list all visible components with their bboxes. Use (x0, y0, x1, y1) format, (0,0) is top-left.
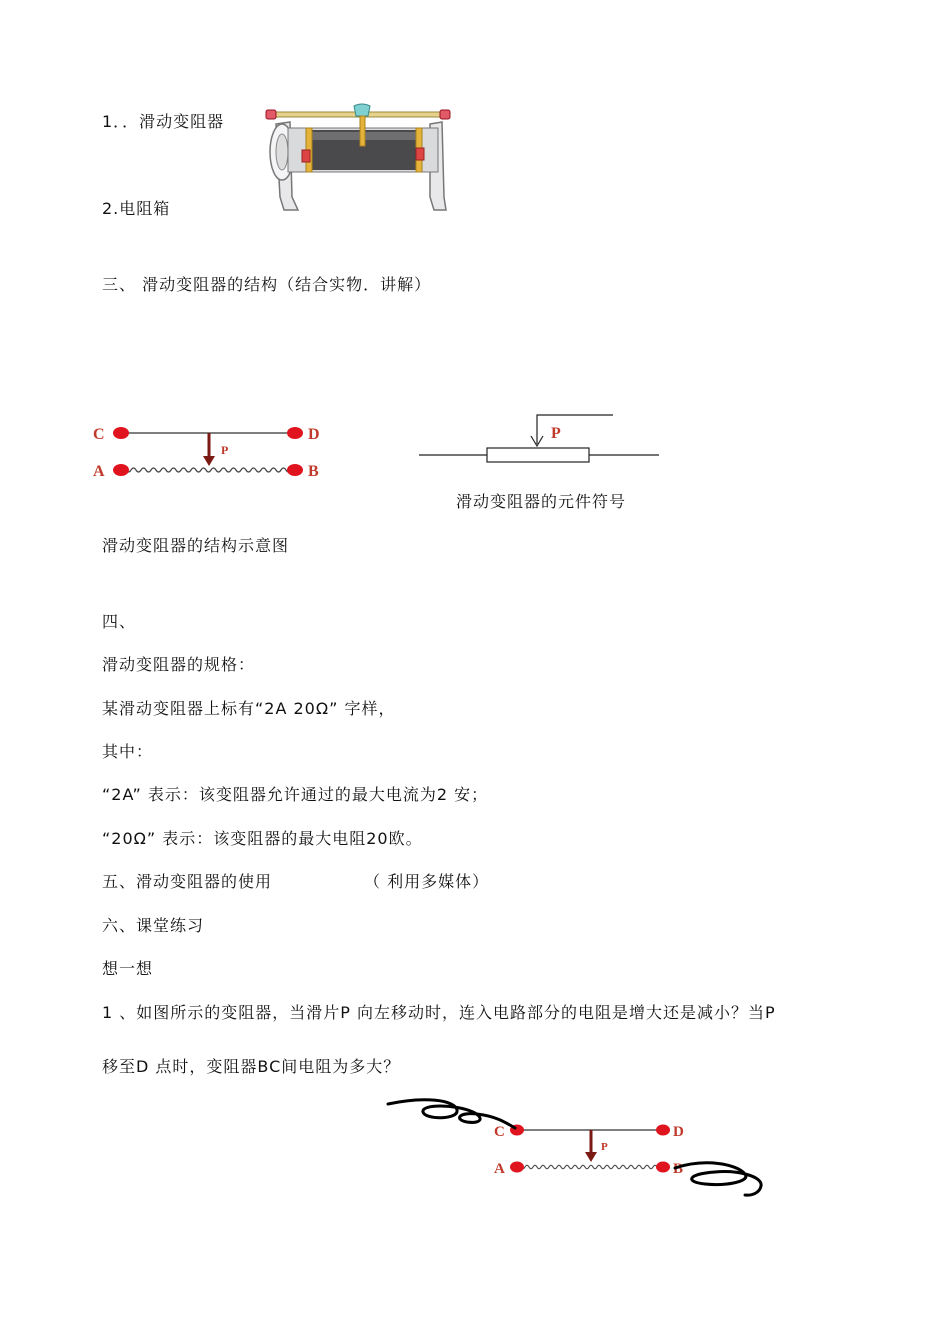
symbol-caption: 滑动变阻器的元件符号 (456, 492, 627, 511)
q-label-a: A (494, 1161, 505, 1177)
spec-title: 滑动变阻器的规格： (102, 655, 256, 674)
label-d: D (308, 426, 320, 443)
scribble-bottom-right (675, 1163, 761, 1195)
section-5-note: （ 利用多媒体） (364, 872, 490, 891)
q-label-d: D (673, 1124, 684, 1140)
q-label-p: P (601, 1141, 608, 1153)
question-line-2: 移至D 点时，变阻器BC间电阻为多大？ (102, 1057, 401, 1076)
terminal-c (113, 427, 129, 439)
section-6-heading: 六、课堂练习 (102, 916, 205, 935)
rheostat-symbol (415, 410, 665, 470)
item-2-label: 2.电阻箱 (102, 199, 171, 218)
label-c: C (93, 426, 105, 443)
section-5-heading: 五、滑动变阻器的使用 (102, 872, 273, 891)
rheostat-illustration (262, 102, 452, 217)
terminal-a (113, 464, 129, 476)
label-a: A (93, 463, 105, 480)
symbol-label-p: P (551, 425, 561, 442)
label-b: B (308, 463, 319, 480)
spec-among: 其中： (102, 742, 154, 761)
label-p: P (221, 443, 229, 457)
structure-caption: 滑动变阻器的结构示意图 (102, 536, 290, 555)
structure-diagram (90, 420, 340, 480)
q-label-c: C (494, 1124, 505, 1140)
item-1-label: 1．．滑动变阻器 (102, 112, 225, 131)
think-label: 想一想 (102, 959, 154, 978)
section-3-heading: 三、 滑动变阻器的结构（结合实物．讲解） (102, 275, 432, 294)
spec-current-meaning: “2A” 表示：该变阻器允许通过的最大电流为2 安； (102, 785, 489, 804)
terminal-b (287, 464, 303, 476)
section-4-heading: 四、 (102, 612, 137, 631)
spec-resistance-meaning: “20Ω” 表示：该变阻器的最大电阻20欧。 (102, 829, 423, 848)
question-diagram (385, 1090, 785, 1205)
spec-marking: 某滑动变阻器上标有“2A 20Ω” 字样， (102, 699, 396, 718)
question-line-1: 1 、如图所示的变阻器，当滑片P 向左移动时，连入电路部分的电阻是增大还是减小？当P (102, 1003, 776, 1022)
terminal-d (287, 427, 303, 439)
q-label-b: B (673, 1161, 684, 1177)
